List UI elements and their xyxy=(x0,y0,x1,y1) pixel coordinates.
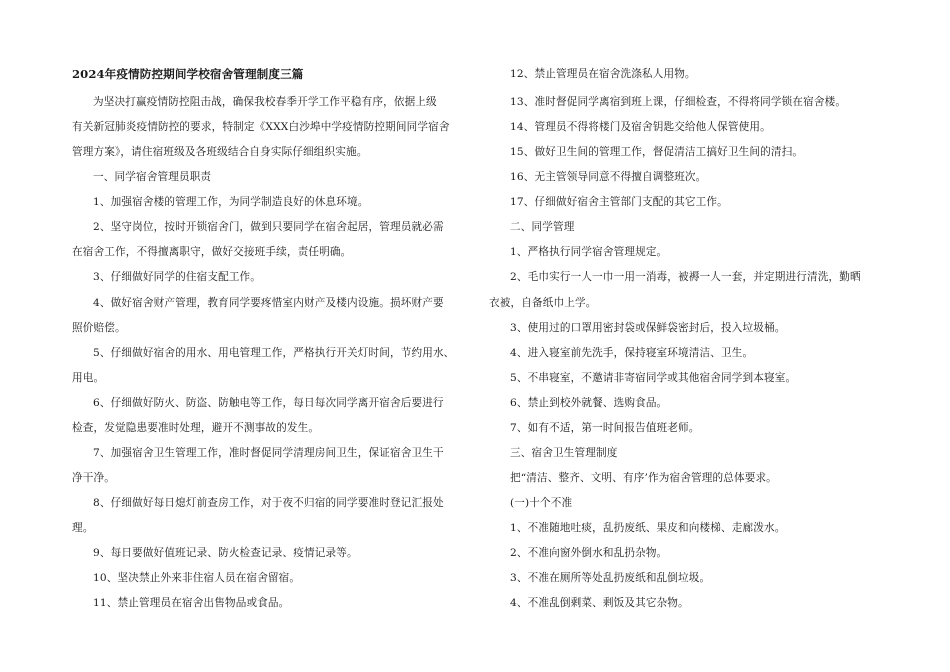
text-line: 13、准时督促同学离宿到班上课，仔细检查，不得将同学锁在宿舍楼。 xyxy=(510,96,847,108)
text-line: 5、仔细做好宿舍的用水、用电管理工作，严格执行开关灯时间，节约用水、 xyxy=(93,347,455,359)
text-line: 2、不准向窗外倒水和乱扔杂物。 xyxy=(510,547,668,559)
text-line: 3、仔细做好同学的住宿支配工作。 xyxy=(93,271,262,283)
text-line: 9、每日要做好值班记录、防火检查记录、疫情记录等。 xyxy=(93,547,358,559)
text-line: 4、做好宿舍财产管理，教育同学要疼惜室内财产及楼内设施。损坏财产要 xyxy=(93,297,444,309)
text-line: 在宿舍工作，不得擅离职守，做好交接班手续，责任明确。 xyxy=(72,246,352,258)
text-line: 17、仔细做好宿舍主管部门支配的其它工作。 xyxy=(510,196,728,208)
text-line: 2、毛巾实行一人一巾一用一消毒，被褥一人一套，并定期进行清洗，勤晒 xyxy=(510,271,861,283)
text-line: 14、管理员不得将楼门及宿舍钥匙交给他人保管使用。 xyxy=(510,121,771,133)
section-heading: 三、宿舍卫生管理制度 xyxy=(510,447,618,459)
text-line: 为坚决打赢疫情防控阻击战，确保我校春季开学工作平稳有序，依据上级 xyxy=(93,96,437,108)
text-line: 3、使用过的口罩用密封袋或保鲜袋密封后，投入垃圾桶。 xyxy=(510,322,786,334)
section-heading: 一、同学宿舍管理员职责 xyxy=(93,171,212,183)
text-line: 用电。 xyxy=(72,372,105,384)
text-line: 1、加强宿舍楼的管理工作，为同学制造良好的休息环境。 xyxy=(93,196,369,208)
document-title: 2024年疫情防控期间学校宿舍管理制度三篇 xyxy=(72,67,304,81)
text-line: 7、加强宿舍卫生管理工作，准时督促同学清理房间卫生，保证宿舍卫生干 xyxy=(93,447,444,459)
text-line: 7、如有不适，第一时间报告值班老师。 xyxy=(510,422,700,434)
text-line: 3、不准在厕所等处乱扔废纸和乱倒垃圾。 xyxy=(510,572,711,584)
text-line: 检查，发觉隐患要准时处理，避开不测事故的发生。 xyxy=(72,422,320,434)
text-line: 15、做好卫生间的管理工作，督促清洁工搞好卫生间的清扫。 xyxy=(510,146,804,158)
text-line: 管理方案》，请住宿班级及各班级结合自身实际仔细组织实施。 xyxy=(72,146,368,158)
text-line: 衣被，自备纸巾上学。 xyxy=(489,297,597,309)
text-line: 1、不准随地吐痰，乱扔废纸、果皮和向楼梯、走廊泼水。 xyxy=(510,522,786,534)
text-line: 8、仔细做好每日熄灯前查房工作，对于夜不归宿的同学要准时登记汇报处 xyxy=(93,497,444,509)
subsection-heading: (一)十个不准 xyxy=(510,497,573,509)
text-line: 4、不准乱倒剩菜、剩饭及其它杂物。 xyxy=(510,597,689,609)
text-line: 把“清洁、整齐、文明、有序’作为宿舍管理的总体要求。 xyxy=(510,472,777,484)
text-line: 12、禁止管理员在宿舍洗涤私人用物。 xyxy=(510,68,696,80)
text-line: 净干净。 xyxy=(72,472,115,484)
text-line: 2、坚守岗位，按时开锁宿舍门，做到只要同学在宿舍起居，管理员就必需 xyxy=(93,221,444,233)
text-line: 照价赔偿。 xyxy=(72,322,126,334)
text-line: 6、禁止到校外就餐、选购食品。 xyxy=(510,397,668,409)
text-line: 有关新冠肺炎疫情防控的要求，特制定《XXX白沙埠中学疫情防控期间同学宿舍 xyxy=(72,121,450,133)
text-line: 16、无主管领导同意不得擅自调整班次。 xyxy=(510,171,707,183)
text-line: 10、坚决禁止外来非住宿人员在宿舍留宿。 xyxy=(93,572,301,584)
text-line: 5、不串寝室，不邀请非寄宿同学或其他宿舍同学到本寝室。 xyxy=(510,372,797,384)
section-heading: 二、同学管理 xyxy=(510,221,575,233)
text-line: 11、禁止管理员在宿舍出售物品或食品。 xyxy=(93,597,290,609)
text-line: 1、严格执行同学宿舍管理规定。 xyxy=(510,246,668,258)
text-line: 4、进入寝室前先洗手，保持寝室环境清洁、卫生。 xyxy=(510,347,754,359)
text-line: 6、仔细做好防火、防盗、防触电等工作，每日每次同学离开宿舍后要进行 xyxy=(93,397,444,409)
text-line: 理。 xyxy=(72,522,94,534)
